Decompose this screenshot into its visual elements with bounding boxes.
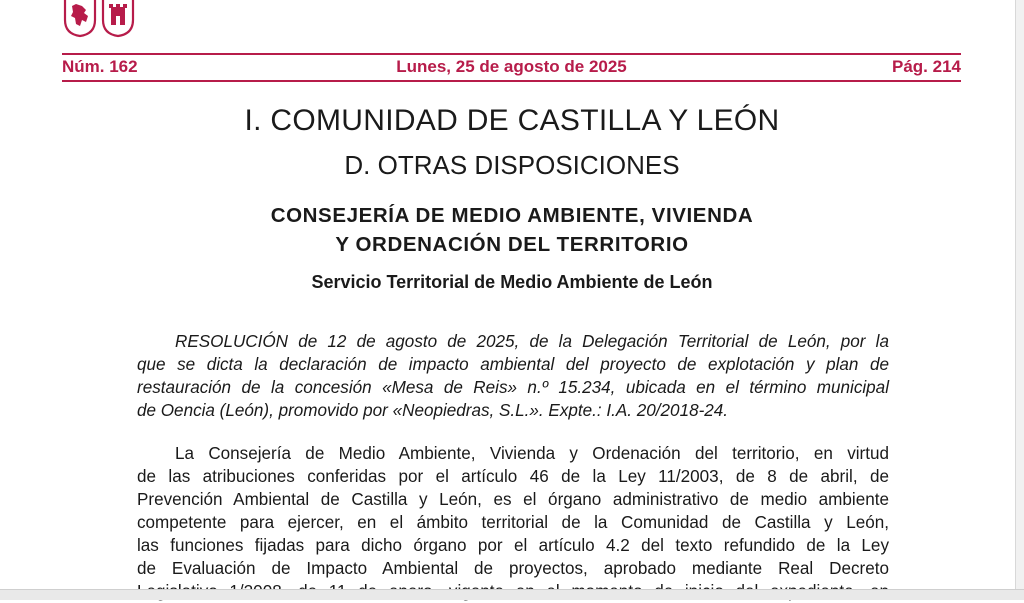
castilla-leon-coat-of-arms-logo [62, 0, 136, 38]
resolution-line: de Oencia (León), promovido por «Neopiedras, S.L.». Expte.: I.A. 20/2018-24. [137, 401, 729, 420]
resolution-line: restauración de la concesión «Mesa de Reis» n.º 15.234, ubicada en el término municipal [137, 378, 889, 397]
body-paragraph [137, 442, 889, 603]
body-line: de Evaluación de Impacto Ambiental de proyectos, aprobado mediante Real Decreto [137, 559, 889, 578]
section-title: I. COMUNIDAD DE CASTILLA Y LEÓN [244, 104, 780, 137]
resolution-line: que se dicta la declaración de impacto ambiental del proyecto de explotación y plan de [137, 355, 889, 374]
header-top-rule [62, 53, 961, 55]
header-bottom-rule [62, 80, 961, 82]
viewer-bottom-toolbar[interactable] [0, 589, 1024, 600]
bulletin-number: Núm. 162 [62, 57, 138, 76]
window-scrollbar[interactable] [1015, 0, 1024, 599]
body-line: competente para ejercer, en el ámbito territorial de la Comunidad de Castilla y León, [137, 513, 889, 532]
section-subtitle: D. OTRAS DISPOSICIONES [344, 150, 680, 180]
bulletin-header [62, 57, 961, 81]
body-line: La Consejería de Medio Ambiente, Vivienda y Ordenación del territorio, en virtud [175, 444, 889, 463]
body-line: Prevención Ambiental de Castilla y León, es el órgano administrativo de medio ambiente [137, 490, 889, 509]
consejeria-line-2: Y ORDENACIÓN DEL TERRITORIO [335, 233, 689, 256]
body-line: las funciones fijadas para dicho órgano por el artículo 4.2 del texto refundido de la Ley [137, 536, 889, 555]
resolution-line: RESOLUCIÓN de 12 de agosto de 2025, de la Delegación Territorial de León, por la [175, 332, 889, 351]
bulletin-date: Lunes, 25 de agosto de 2025 [396, 57, 627, 76]
resolution-paragraph [137, 330, 889, 422]
page-number: Pág. 214 [892, 57, 961, 76]
consejeria-line-1: CONSEJERÍA DE MEDIO AMBIENTE, VIVIENDA [270, 204, 754, 227]
service-name: Servicio Territorial de Medio Ambiente de León [311, 272, 713, 292]
body-line: de las atribuciones conferidas por el artículo 46 de la Ley 11/2003, de 8 de abril, de [137, 467, 889, 486]
